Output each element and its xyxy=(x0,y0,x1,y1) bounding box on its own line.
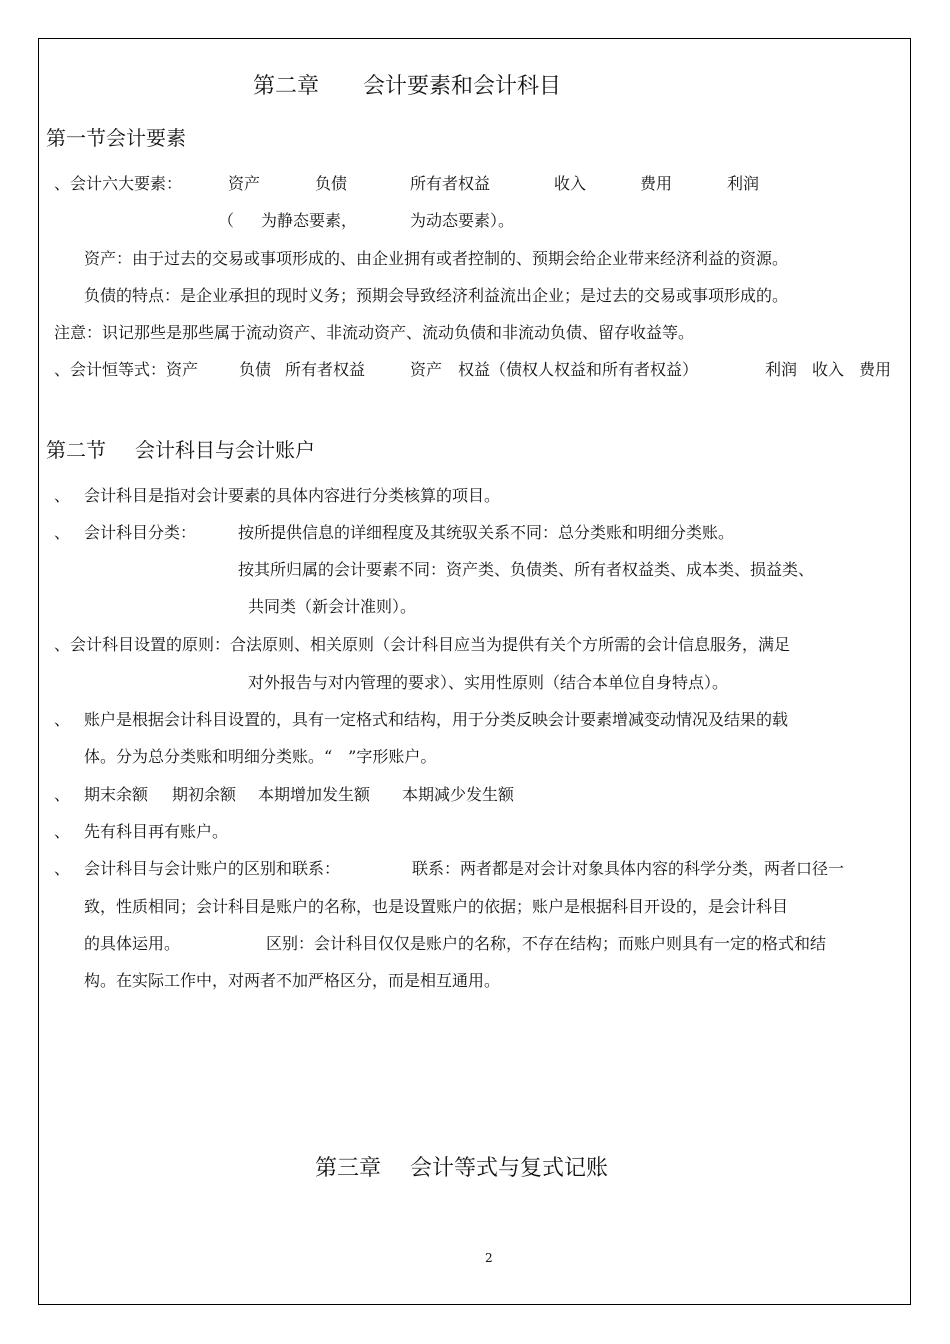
chapter3-title: 会计等式与复式记账 xyxy=(410,1156,609,1181)
item4-line2: 体。分为总分类账和明细分类账。“ ”字形账户。 xyxy=(84,747,437,766)
item1-text: 会计科目是指对会计要素的具体内容进行分类核算的项目。 xyxy=(84,486,501,505)
section-title: 第一节会计要素 xyxy=(46,126,186,150)
element-expense: 费用 xyxy=(640,174,673,193)
chapter-title: 会计要素和会计科目 xyxy=(363,74,562,99)
item2-line2: 按其所归属的会计要素不同：资产类、负债类、所有者权益类、成本类、损益类、 xyxy=(238,560,815,579)
element-liability: 负债 xyxy=(315,174,348,193)
item-mark: 、 xyxy=(54,486,71,505)
static-note-dynamic: 为动态要素）。 xyxy=(410,211,515,230)
item2-line1: 按所提供信息的详细程度及其统驭关系不同：总分类账和明细分类账。 xyxy=(238,523,735,542)
section2-label: 第二节 xyxy=(46,438,106,462)
chapter3-number: 第三章 xyxy=(315,1156,382,1181)
equation-expense: 费用 xyxy=(859,360,892,379)
item5-increase: 本期增加发生额 xyxy=(258,785,371,804)
item5-decrease: 本期减少发生额 xyxy=(402,785,515,804)
page-number: 2 xyxy=(485,1251,493,1265)
item4-line1: 账户是根据会计科目设置的，具有一定格式和结构，用于分类反映会计要素增减变动情况及结果的载 xyxy=(84,710,789,729)
equation-revenue: 收入 xyxy=(812,360,845,379)
six-elements-lead: 、会计六大要素： xyxy=(54,174,183,193)
static-note-static: 为静态要素， xyxy=(261,211,358,230)
element-equity: 所有者权益 xyxy=(410,174,491,193)
element-asset: 资产 xyxy=(228,174,261,193)
equation-asset: 资产 xyxy=(410,360,443,379)
chapter-number: 第二章 xyxy=(253,74,320,99)
equation-rights: 权益（债权人权益和所有者权益） xyxy=(458,360,699,379)
item7-line2: 致，性质相同；会计科目是账户的名称，也是设置账户的依据；账户是根据科目开设的，是会计科目 xyxy=(84,897,789,916)
equation-profit: 利润 xyxy=(765,360,798,379)
item3-line1: 、会计科目设置的原则：合法原则、相关原则（会计科目应当为提供有关个方所需的会计信息服务，满足 xyxy=(54,635,791,654)
item2-lead: 会计科目分类： xyxy=(84,523,197,542)
element-revenue: 收入 xyxy=(554,174,587,193)
item2-line3: 共同类（新会计准则）。 xyxy=(248,597,417,616)
item7-lead: 会计科目与会计账户的区别和联系： xyxy=(84,859,341,878)
item7-line3b: 区别：会计科目仅仅是账户的名称，不存在结构；而账户则具有一定的格式和结 xyxy=(266,934,827,953)
static-note-open: （ xyxy=(218,211,235,230)
item-mark: 、 xyxy=(54,523,71,542)
item-mark: 、 xyxy=(54,822,71,841)
equation-lead: 、会计恒等式：资产 xyxy=(54,360,199,379)
item7-line4: 构。在实际工作中，对两者不加严格区分，而是相互通用。 xyxy=(84,971,501,990)
item-mark: 、 xyxy=(54,785,71,804)
equation-liability: 负债 xyxy=(239,360,272,379)
equation-equity: 所有者权益 xyxy=(285,360,366,379)
section2-title: 会计科目与会计账户 xyxy=(135,438,315,462)
note-text: 注意：识记那些是那些属于流动资产、非流动资产、流动负债和非流动负债、留存收益等。 xyxy=(54,323,695,342)
element-profit: 利润 xyxy=(727,174,760,193)
item5-closing-balance: 期末余额 xyxy=(84,785,149,804)
item5-opening-balance: 期初余额 xyxy=(172,785,237,804)
liability-definition: 负债的特点：是企业承担的现时义务；预期会导致经济利益流出企业；是过去的交易或事项形成的。 xyxy=(84,286,789,305)
asset-definition: 资产：由于过去的交易或事项形成的、由企业拥有或者控制的、预期会给企业带来经济利益的资源。 xyxy=(84,249,789,268)
item-mark: 、 xyxy=(54,710,71,729)
item-mark: 、 xyxy=(54,859,71,878)
item6-text: 先有科目再有账户。 xyxy=(84,822,229,841)
item3-line2: 对外报告与对内管理的要求）、实用性原则（结合本单位自身特点）。 xyxy=(248,673,729,692)
item7-line3a: 的具体运用。 xyxy=(84,934,181,953)
item7-line1: 联系：两者都是对会计对象具体内容的科学分类，两者口径一 xyxy=(412,859,845,878)
